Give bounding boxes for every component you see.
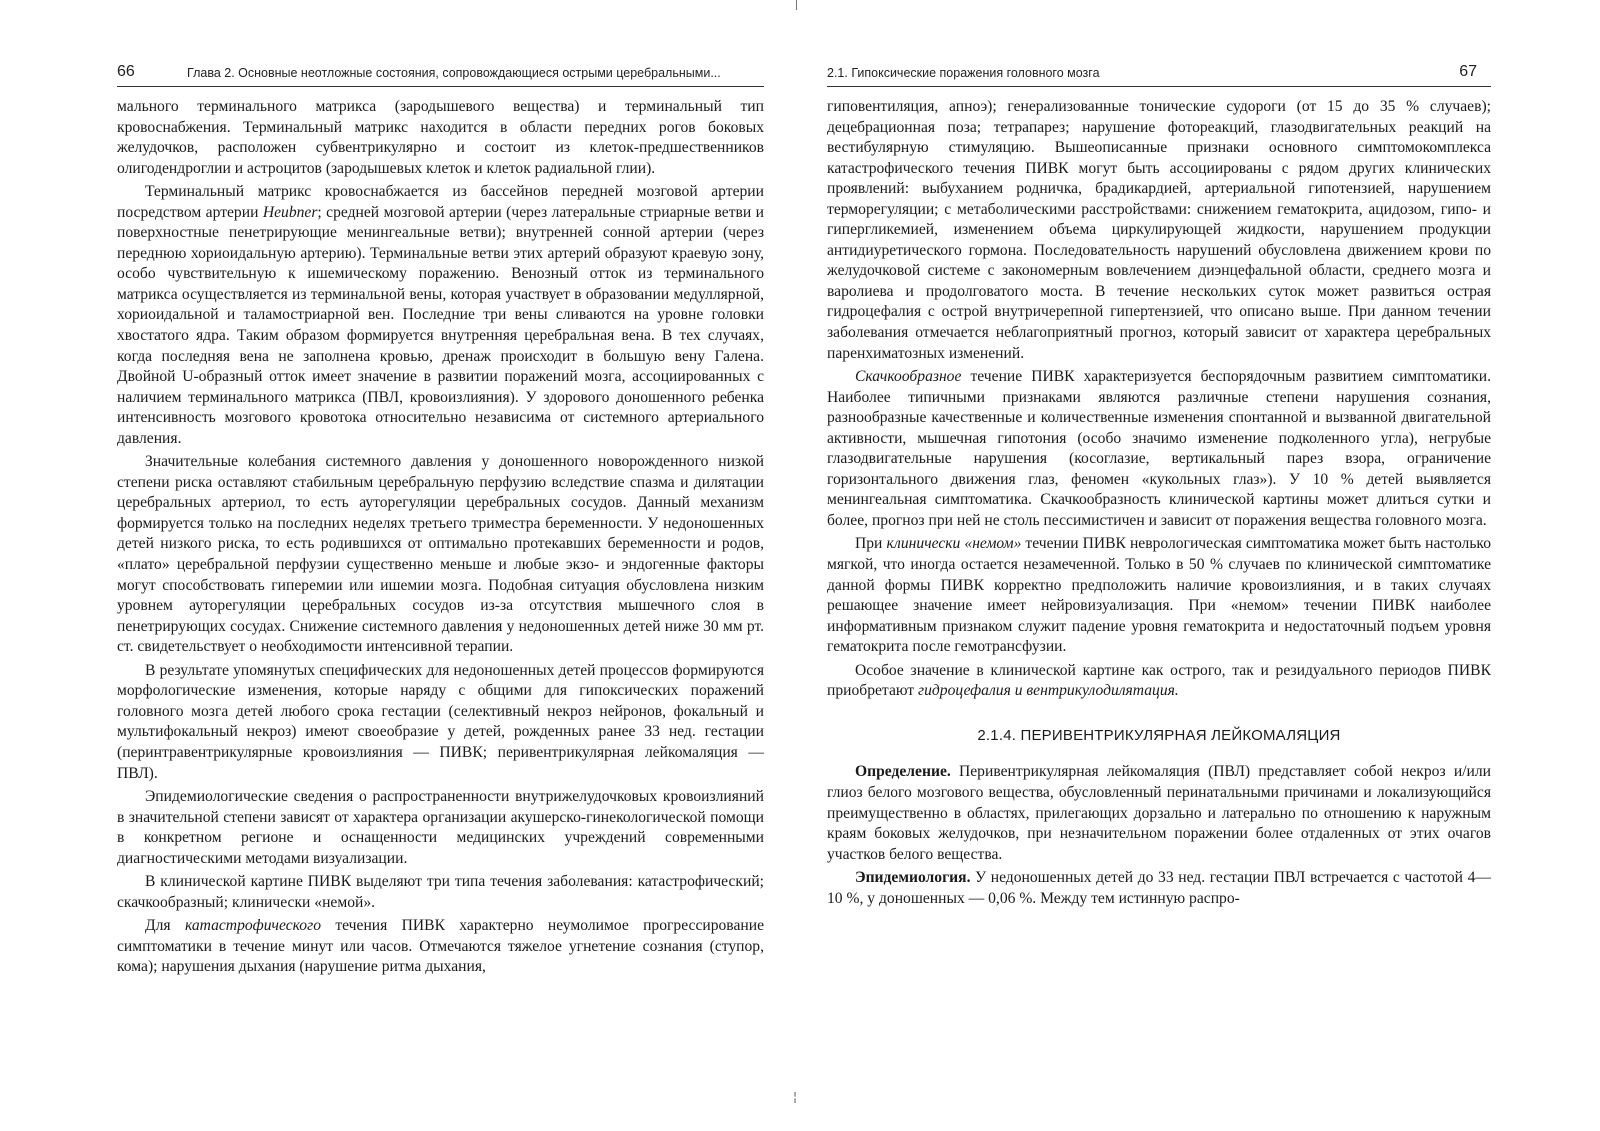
emphasis: Heubner bbox=[262, 203, 318, 221]
gutter-mark bbox=[796, 0, 797, 10]
emphasis: клинически «немом» bbox=[886, 535, 1022, 553]
paragraph: мального терминального матрикса (зародышевого вещества) и терминальный тип кровоснабжения. Терминальный матрикс находится в области передних рогов боковых желудочков, расположен субвентрикулярно и состоит из клеток-предшественников олигодендроглии и астроцитов (зародышевых клеток и клеток радиальной глии). bbox=[117, 98, 764, 177]
left-page bbox=[0, 0, 790, 1131]
paragraph: При клинически «немом» течении ПИВК неврологическая симптоматика может быть настолько мягкой, что иногда остается незамеченной. Только в 50 % случаев по клинической симптоматике данной формы ПИВК корректно предположить наличие кровоизлияния, и в таких случаях решающее значение имеет нейровизуализация. При «немом» течении ПИВК наиболее информативным признаком служит падение уровня гематокрита и недостаточный подъем уровня гематокрита после гемотрансфузии. bbox=[827, 535, 1492, 656]
paragraph: В результате упомянутых специфических для недоношенных детей процессов формируются морфологические изменения, которые наряду с общими для гипоксических поражений головного мозга детей любого срока гестации (селективный некроз нейронов, фокальный и мультифокальный некроз) имеют своеобразие у детей, рожденных ранее 33 нед. гестации (перинтравентрикулярные кровоизлияния — ПИВК; перивентрикулярная лейкомаляция — ПВЛ). bbox=[117, 661, 764, 782]
paragraph: Для катастрофического течения ПИВК характерно неумолимое прогрессирование симптоматики в течение минут или часов. Отмечаются тяжелое угнетение сознания (ступор, кома); нарушения дыхания (нарушение ритма дыхания, bbox=[117, 917, 764, 976]
paragraph: гиповентиляция, апноэ); генерализованные тонические судороги (от 15 до 35 % случаев); децебрационная поза; тетрапарез; нарушение фотореакций, глазодвигательных реакций на вестибулярную стимуляцию. Вышеописанные признаки основного симптомокомплекса катастрофического течения ПИВК могут быть ассоциированы с рядом других клинических проявлений: выбуханием родничка, брадикардией, артериальной гипотензией, нарушением терморегуляции; с метаболическими расстройствами: снижением гематокрита, ацидозом, гипо- и гипергликемией, изменением объема циркулирующей жидкости, нарушением продукции антидиуретического гормона. Последовательность нарушений обусловлена движением крови по желудочковой системе с закономерным вовлечением диэнцефальной области, среднего мозга и варолиева и продолговатого моста. В течение нескольких суток может развиться острая гидроцефалия с острой внутричерепной гипертензией, что описано выше. При данном течении заболевания отмечается неблагоприятный прогноз, который зависит от характера церебральных паренхиматозных изменений. bbox=[827, 98, 1491, 362]
definition-label: Определение. bbox=[855, 763, 951, 781]
paragraph: Значительные колебания системного давления у доношенного новорожденного низкой степени риска оставляют стабильным церебральную перфузию вследствие спазма и дилятации церебральных артериол, то есть ауторегуляции церебральных сосудов. Данный механизм формируется только на последних неделях третьего триместра беременности. У недоношенных детей низкого риска, то есть родившихся от оптимально протекавших беременности и родов, «плато» церебральной перфузии существенно меньше и любые экзо- и эндогенные факторы могут способствовать гиперемии или ишемии мозга. Подобная ситуация обусловлена низким уровнем ауторегуляции церебральных сосудов из-за отсутствия мышечного слоя в пенетрирующих сосудах. Снижение системного давления у недоношенных детей ниже 30 мм рт. ст. свидетельствует о необходимости интенсивной терапии. bbox=[117, 453, 764, 656]
definition-paragraph: Определение. Перивентрикулярная лейкомаляция (ПВЛ) представляет собой некроз и/или глиоз белого мозгового вещества, обусловленный перинатальными причинами и локализующийся преимущественно в областях, прилегающих дорзально и латерально по отношению к наружным краям боковых желудочков, при незначительном поражении более отдаленных от этих очагов участков белого вещества. bbox=[827, 763, 1491, 863]
paragraph: Терминальный матрикс кровоснабжается из бассейнов передней мозговой артерии посредством артерии Heubner; средней мозговой артерии (через латеральные стриарные ветви и поверхностные пенетрирующие менингеальные ветви); внутренней сонной артерии (через переднюю хориоидальную артерию). Терминальные ветви этих артерий образуют краевую зону, особо чувствительную к ишемическому поражению. Венозный отток из терминального матрикса осуществляется из терминальной вены, которая участвует в образовании медуллярной, хориоидальной и таламостриарной вен. Последние три вены сливаются на уровне головки хвостатого ядра. Таким образом формируется внутренняя церебральная вена. В тех случаях, когда последняя вена не заполнена кровью, дренаж происходит в большую вену Галена. Двойной U-образный отток имеет значение в развитии поражений мозга, ассоциированных с наличием терминального матрикса (ПВЛ, кровоизлияния). У здорового доношенного ребенка интенсивность мозгового кровотока относительно независима от системного артериального давления. bbox=[117, 183, 765, 447]
right-page bbox=[800, 0, 1600, 1131]
section-title: 2.1. Гипоксические поражения головного мозга bbox=[827, 66, 1100, 80]
emphasis: катастрофического bbox=[184, 917, 321, 935]
paragraph: Эпидемиологические сведения о распространенности внутрижелудочковых кровоизлияний в значительной степени зависят от характера организации акушерско-гинекологической помощи в конкретном регионе и оснащенности медицинских учреждений современными диагностическими методами визуализации. bbox=[117, 788, 764, 867]
left-page-body bbox=[117, 97, 764, 981]
paragraph: Особое значение в клинической картине как острого, так и резидуального периодов ПИВК приобретают гидроцефалия и вентрикулодилятация. bbox=[827, 661, 1491, 700]
right-page-body bbox=[827, 97, 1491, 912]
emphasis: Скачкообразное bbox=[855, 368, 962, 386]
running-head-left bbox=[117, 63, 764, 87]
emphasis: гидроцефалия и вентрикулодилятация. bbox=[918, 682, 1179, 700]
section-heading: 2.1.4. ПЕРИВЕНТРИКУЛЯРНАЯ ЛЕЙКОМАЛЯЦИЯ bbox=[977, 726, 1341, 744]
epidemiology-label: Эпидемиология. bbox=[855, 869, 971, 887]
paragraph: В клинической картине ПИВК выделяют три типа течения заболевания: катастрофический; скачкообразный; клинически «немой». bbox=[117, 873, 764, 911]
page-number-right: 67 bbox=[1459, 63, 1477, 80]
chapter-title: Глава 2. Основные неотложные состояния, сопровождающиеся острыми церебральными... bbox=[187, 66, 721, 80]
running-head-right bbox=[827, 63, 1491, 87]
page-number-left: 66 bbox=[117, 63, 135, 80]
gutter-mark-bottom: ¦ bbox=[793, 1090, 798, 1104]
paragraph: Скачкообразное течение ПИВК характеризуется беспорядочным развитием симптоматики. Наиболее типичными признаками являются различные степени нарушения сознания, разнообразные качественные и количественные изменения спонтанной и вызванной двигательной активности, мышечная гипотония (особо значимо изменение подколенного угла), негрубые глазодвигательные нарушения (косоглазие, вертикальный парез взора, ограничение горизонтального движения глаз, феномен «кукольных глаз»). У 10 % детей выявляется менингеальная симптоматика. Скачкообразность клинической картины может длиться сутки и более, прогноз при ней не столь пессимистичен и зависит от поражения вещества головного мозга. bbox=[827, 368, 1491, 529]
epidemiology-paragraph: Эпидемиология. У недоношенных детей до 33 нед. гестации ПВЛ встречается с частотой 4—10 %, у доношенных — 0,06 %. Между тем истинную распро- bbox=[827, 869, 1491, 907]
